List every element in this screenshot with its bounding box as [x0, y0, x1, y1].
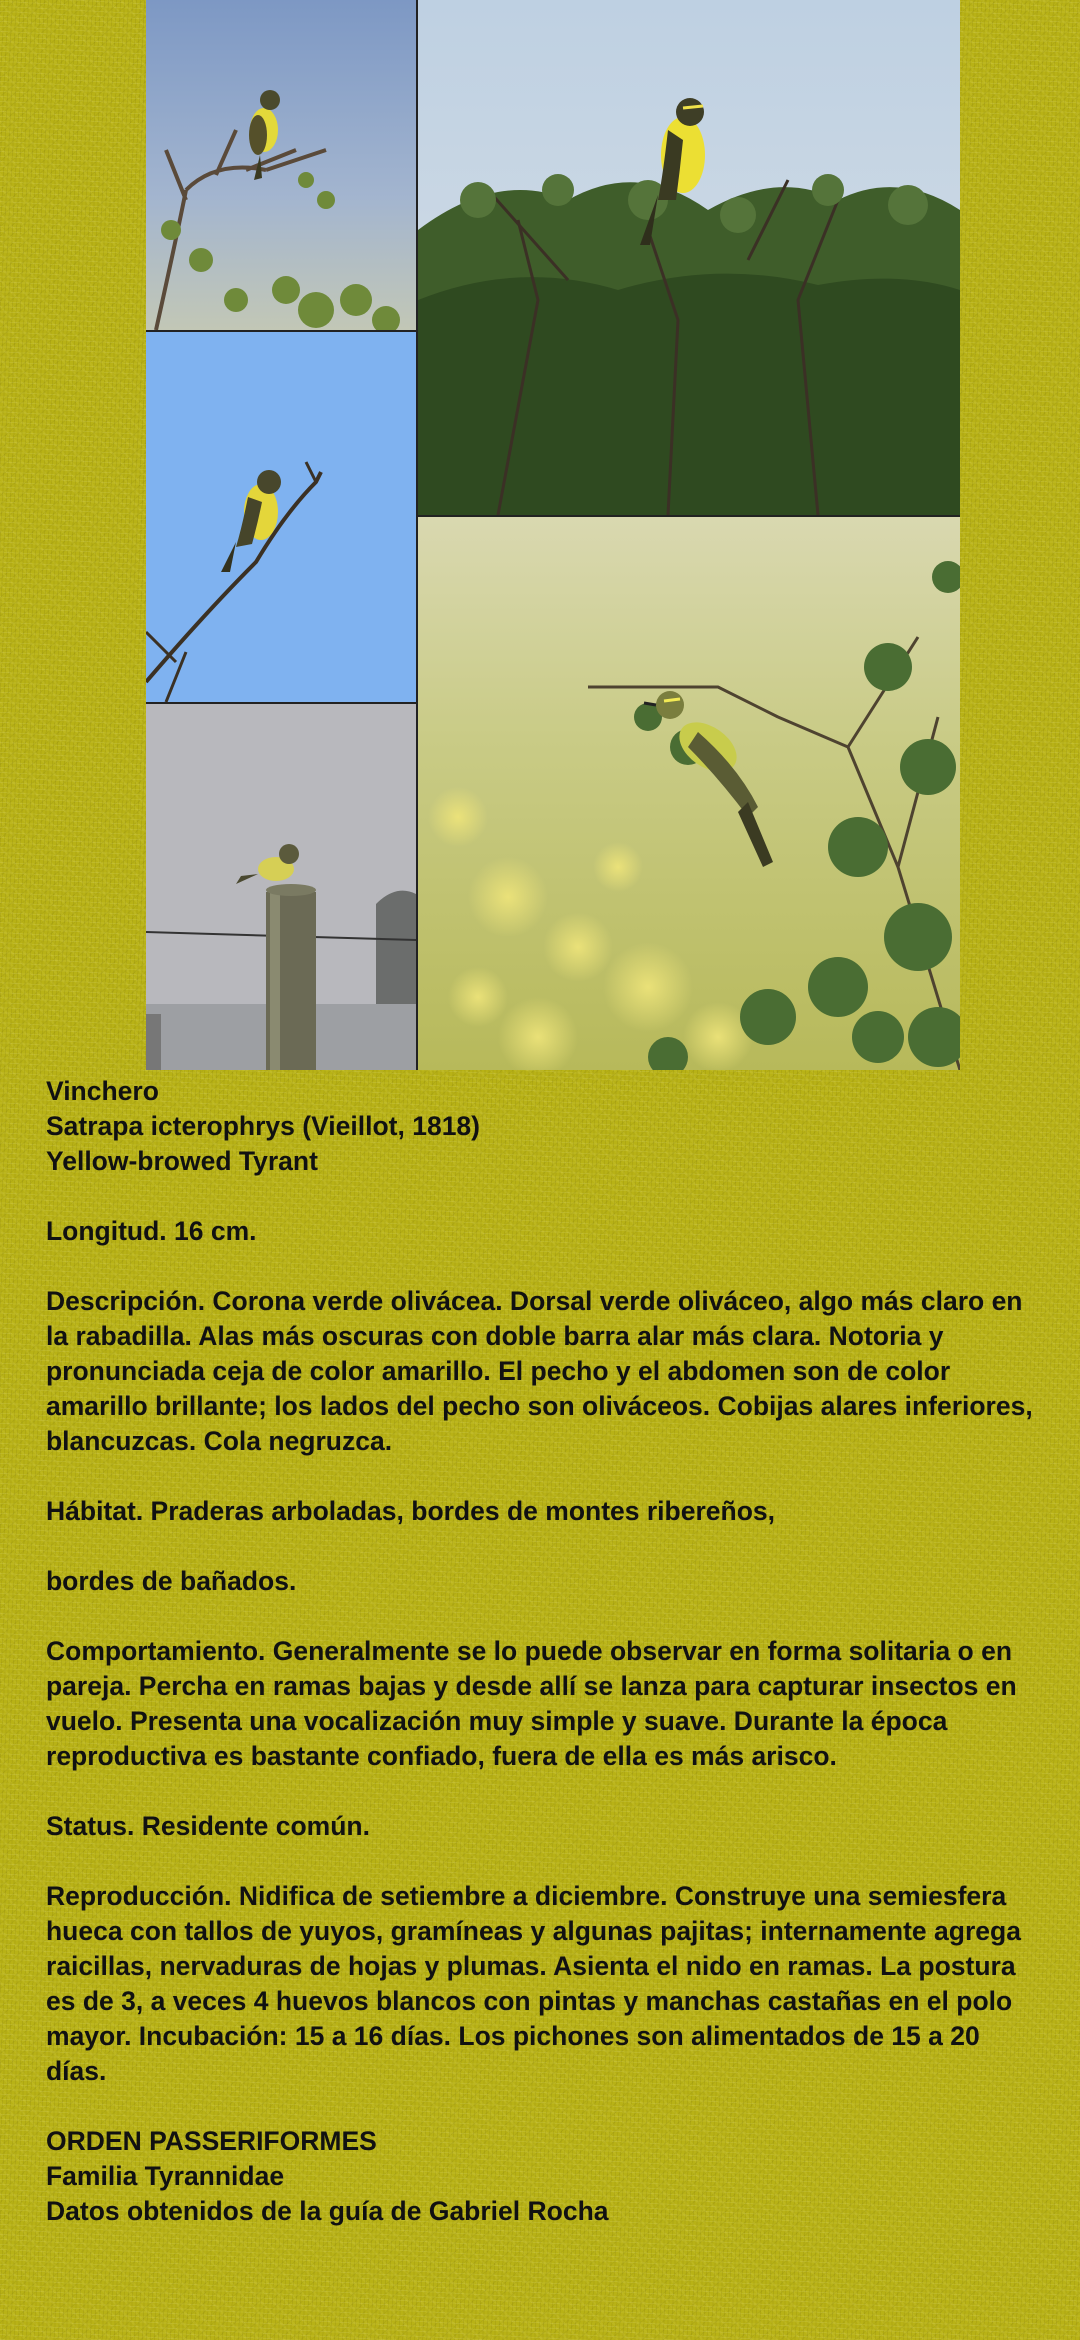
spacer — [46, 1249, 1046, 1284]
status: Status. Residente común. — [46, 1811, 370, 1841]
photo-bird-twig-blue-sky[interactable] — [146, 332, 416, 702]
spacer — [46, 1459, 1046, 1494]
scientific-name: Satrapa icterophrys (Vieillot, 1818) — [46, 1111, 480, 1141]
common-name: Vinchero — [46, 1076, 159, 1106]
reproduction: Reproducción. Nidifica de setiembre a diciembre. Construye una semiesfera hueca con tallos de yuyos, gramíneas y algunas pajitas; internamente agrega raicillas, nervaduras de hojas y plumas. Asienta el nido en ramas. La postura es de 3, a veces 4 huevos blancos con pintas y manchas castañas en el polo mayor. Incubación: 15 a 16 días. Los pichones son alimentados de 15 a 20 días. — [46, 1881, 1021, 2086]
habitat: Hábitat. Praderas arboladas, bordes de montes ribereños, — [46, 1496, 775, 1526]
spacer — [46, 2089, 1046, 2124]
description: Descripción. Corona verde olivácea. Dorsal verde oliváceo, algo más claro en la rabadilla. Alas más oscuras con doble barra alar más clara. Notoria y pronunciada ceja de color amarillo. El pecho y el abdomen son de color amarillo brillante; los lados del pecho son oliváceos. Cobijas alares inferiores, blancuzcas. Cola negruzca. — [46, 1286, 1033, 1456]
length: Longitud. 16 cm. — [46, 1216, 257, 1246]
data-source: Datos obtenidos de la guía de Gabriel Rocha — [46, 2196, 609, 2226]
english-name: Yellow-browed Tyrant — [46, 1146, 318, 1176]
taxonomic-order: ORDEN PASSERIFORMES — [46, 2126, 377, 2156]
spacer — [46, 1774, 1046, 1809]
photo-collage — [146, 0, 960, 1070]
photo-bird-branch-pale-sky[interactable] — [146, 0, 416, 330]
spacer — [46, 1529, 1046, 1564]
species-info — [46, 1074, 1046, 2229]
taxonomic-family: Familia Tyrannidae — [46, 2161, 285, 2191]
photo-bird-thorny-branch-meadow[interactable] — [418, 517, 960, 1070]
photo-bird-fence-post[interactable] — [146, 704, 416, 1070]
spacer — [46, 1599, 1046, 1634]
behavior: Comportamiento. Generalmente se lo puede observar en forma solitaria o en pareja. Percha en ramas bajas y desde allí se lanza para capturar insectos en vuelo. Presenta una vocalización muy simple y suave. Durante la época reproductiva es bastante confiado, fuera de ella es más arisco. — [46, 1636, 1017, 1771]
spacer — [46, 1179, 1046, 1214]
habitat-continued: bordes de bañados. — [46, 1566, 297, 1596]
spacer — [46, 1844, 1046, 1879]
photo-bird-acacia-tree[interactable] — [418, 0, 960, 515]
